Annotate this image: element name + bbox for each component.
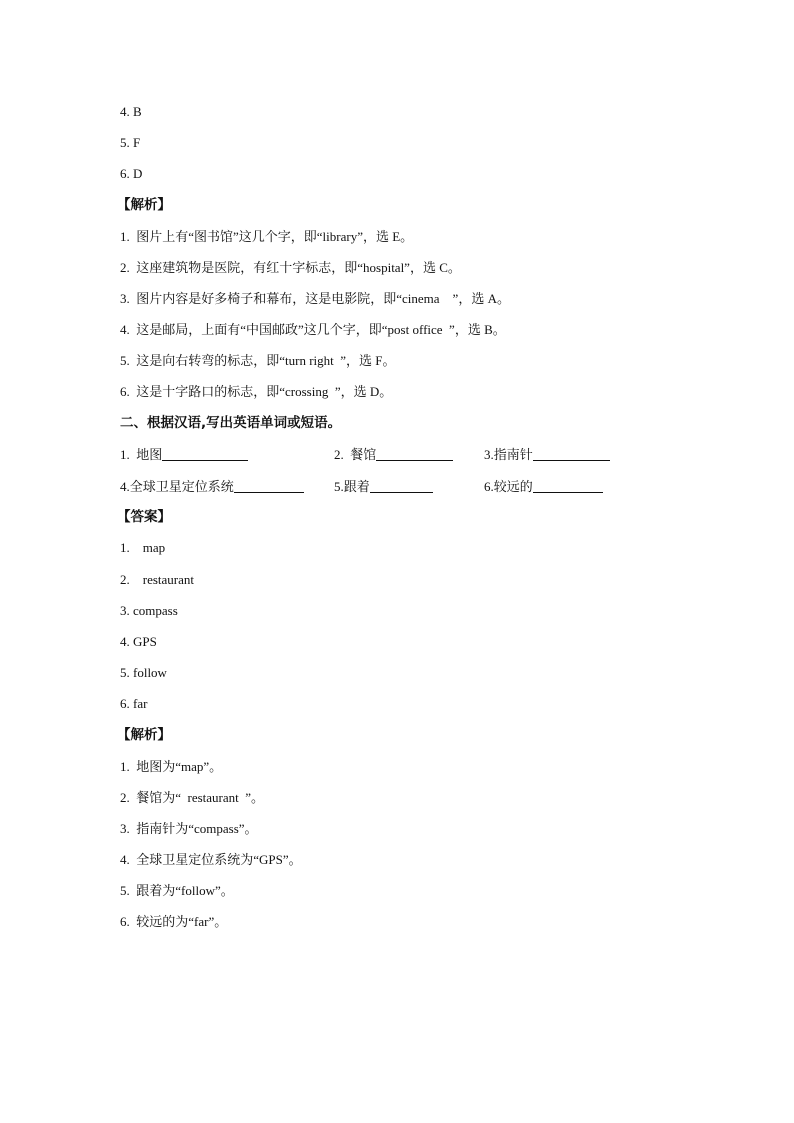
question-item (334, 445, 453, 465)
question-item (120, 445, 248, 465)
section-title: 二、根据汉语,写出英语单词或短语。 (120, 415, 342, 431)
answer-line: 1. map (120, 540, 166, 555)
question-item (334, 477, 433, 497)
analysis-line: 6. 这是十字路口的标志，即“crossing ”，选 D。 (120, 384, 393, 399)
analysis-heading: 【解析】 (117, 197, 171, 213)
analysis-line: 3. 图片内容是好多椅子和幕布，这是电影院，即“cinema ”，选 A。 (120, 291, 510, 306)
analysis-line: 3. 指南针为“compass”。 (120, 821, 258, 836)
answer-line: 6. far (120, 696, 148, 711)
answer-line: 5. F (120, 135, 141, 150)
analysis-line: 5. 跟着为“follow”。 (120, 883, 234, 898)
answer-line: 4. B (120, 104, 142, 119)
question-text: 3.指南针 (484, 447, 533, 462)
question-text: 5.跟着 (334, 479, 370, 494)
question-item (484, 477, 603, 497)
answer-blank (370, 478, 433, 493)
question-text: 6.较远的 (484, 479, 533, 494)
answer-blank (533, 478, 603, 493)
question-text: 2. 餐馆 (334, 447, 377, 462)
analysis-line: 1. 图片上有“图书馆”这几个字，即“library”，选 E。 (120, 229, 414, 244)
answer-line: 6. D (120, 166, 143, 181)
answer-line: 3. compass (120, 603, 178, 618)
analysis-line: 2. 这座建筑物是医院，有红十字标志，即“hospital”，选 C。 (120, 260, 461, 275)
analysis-line: 6. 较远的为“far”。 (120, 914, 228, 929)
answer-line: 5. follow (120, 665, 167, 680)
analysis-heading: 【解析】 (117, 727, 171, 743)
question-item (120, 477, 304, 497)
question-text: 4.全球卫星定位系统 (120, 479, 234, 494)
analysis-line: 2. 餐馆为“ restaurant ”。 (120, 790, 265, 805)
answer-blank (376, 446, 453, 461)
answer-line: 4. GPS (120, 634, 157, 649)
answer-blank (533, 446, 610, 461)
question-item (484, 445, 610, 465)
analysis-line: 4. 全球卫星定位系统为“GPS”。 (120, 852, 302, 867)
answer-line: 2. restaurant (120, 572, 195, 587)
analysis-line: 5. 这是向右转弯的标志，即“turn right ”，选 F。 (120, 353, 396, 368)
answer-blank (162, 446, 248, 461)
analysis-line: 1. 地图为“map”。 (120, 759, 223, 774)
analysis-line: 4. 这是邮局，上面有“中国邮政”这几个字，即“post office ”，选 B。 (120, 322, 506, 337)
answer-heading: 【答案】 (117, 509, 171, 525)
question-text: 1. 地图 (120, 447, 163, 462)
answer-blank (234, 478, 304, 493)
